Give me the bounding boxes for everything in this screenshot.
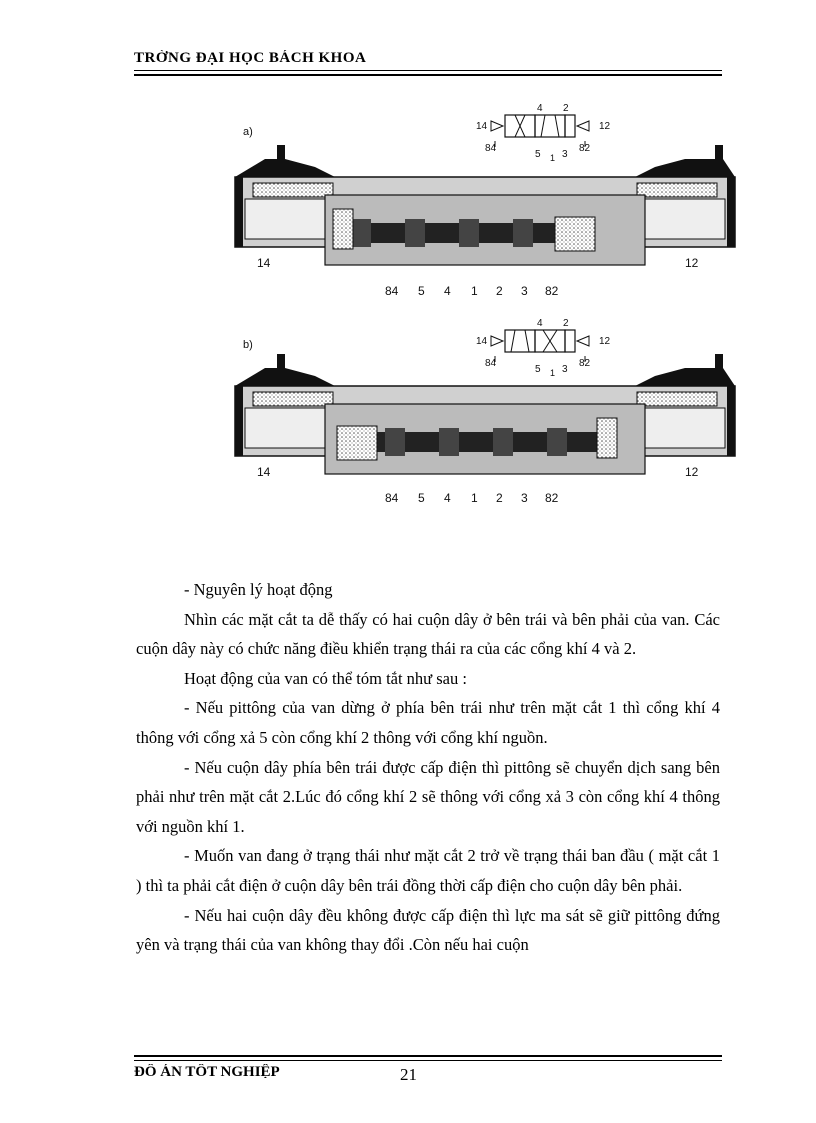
- panel-a-valve-symbol: [476, 103, 611, 163]
- svg-text:3: 3: [562, 149, 568, 160]
- svg-text:1: 1: [471, 284, 478, 298]
- running-header: TRỜNG ĐẠI HỌC BÁCH KHOA: [134, 50, 367, 66]
- panel-b-label: b): [243, 339, 253, 351]
- paragraph: - Muốn van đang ở trạng thái như mặt cắt 2 trở về trạng thái ban đầu ( mặt cắt 1 ) thì ta phải cắt điện ở cuộn dây bên trái đồng thời cấp điện cho cuộn dây bên phải.: [136, 846, 720, 895]
- header-rule-thick: [134, 74, 722, 76]
- svg-text:82: 82: [579, 143, 591, 154]
- svg-text:82: 82: [579, 358, 591, 369]
- paragraph: - Nếu pittông của van dừng ở phía bên trái như trên mặt cắt 1 thì cổng khí 4 thông với cổng xả 5 còn cổng khí 2 thông với cổng khí nguồn.: [136, 698, 720, 747]
- svg-text:2: 2: [496, 491, 503, 505]
- svg-text:84: 84: [385, 491, 399, 505]
- panel-a-port-14: 14: [257, 256, 271, 270]
- footer-rule-thick: [134, 1055, 722, 1057]
- panel-b-port-12: 12: [685, 465, 699, 479]
- paragraph: - Nếu hai cuộn dây đều không được cấp điện thì lực ma sát sẽ giữ pittông đứng yên và trạng thái của van không thay đổi .Còn nếu hai cuộn: [136, 905, 720, 955]
- panel-b: [235, 318, 735, 505]
- svg-text:2: 2: [563, 318, 569, 329]
- svg-text:12: 12: [599, 121, 611, 132]
- panel-a: [235, 103, 735, 298]
- svg-text:4: 4: [537, 318, 543, 329]
- svg-text:82: 82: [545, 491, 559, 505]
- svg-text:5: 5: [418, 491, 425, 505]
- panel-a-port-labels: [385, 284, 559, 298]
- svg-text:3: 3: [521, 491, 528, 505]
- paragraph: Hoạt động của van có thể tóm tắt như sau :: [184, 668, 467, 688]
- svg-text:3: 3: [521, 284, 528, 298]
- svg-text:14: 14: [476, 121, 488, 132]
- svg-text:4: 4: [444, 491, 451, 505]
- panel-a-port-12: 12: [685, 256, 699, 270]
- panel-b-port-14: 14: [257, 465, 271, 479]
- svg-text:12: 12: [599, 336, 611, 347]
- svg-text:2: 2: [563, 103, 569, 114]
- svg-text:84: 84: [385, 284, 399, 298]
- svg-text:2: 2: [496, 284, 503, 298]
- footer-rule-thin: [134, 1060, 722, 1061]
- panel-b-left-actuator: [235, 354, 335, 386]
- svg-text:5: 5: [535, 364, 541, 375]
- paragraph: - Nếu cuộn dây phía bên trái được cấp điện thì pittông sẽ chuyển dịch sang bên phải như trên mặt cắt 2.Lúc đó cổng khí 2 sẽ thông với cổng xả 3 còn cổng khí 4 thông với nguồn khí 1.: [136, 757, 720, 836]
- svg-text:84: 84: [485, 143, 497, 154]
- panel-b-valve-symbol: [476, 318, 611, 378]
- panel-a-left-actuator: [235, 145, 335, 177]
- body-text: [136, 575, 720, 960]
- valve-cross-section-figure: [225, 95, 770, 555]
- panel-b-right-actuator: [635, 354, 735, 386]
- svg-text:5: 5: [418, 284, 425, 298]
- svg-text:82: 82: [545, 284, 559, 298]
- svg-text:5: 5: [535, 149, 541, 160]
- page-number: 21: [400, 1065, 417, 1084]
- section-heading: - Nguyên lý hoạt động: [184, 580, 333, 599]
- svg-text:14: 14: [476, 336, 488, 347]
- panel-b-port-labels: [385, 491, 559, 505]
- running-footer: ĐỒ ÁN TỐT NGHIỆP: [134, 1064, 280, 1078]
- panel-a-label: a): [243, 126, 253, 138]
- svg-text:1: 1: [550, 368, 556, 378]
- svg-text:3: 3: [562, 364, 568, 375]
- svg-text:84: 84: [485, 358, 497, 369]
- svg-text:4: 4: [537, 103, 543, 114]
- paragraph: Nhìn các mặt cắt ta dễ thấy có hai cuộn dây ở bên trái và bên phải của van. Các cuộn dây này có chức năng điều khiển trạng thái ra của các cổng khí 4 và 2.: [136, 609, 720, 659]
- svg-text:1: 1: [471, 491, 478, 505]
- svg-text:1: 1: [550, 153, 556, 163]
- panel-a-right-actuator: [635, 145, 735, 177]
- svg-text:4: 4: [444, 284, 451, 298]
- valve-diagram: [225, 95, 770, 555]
- header-rule-thin: [134, 70, 722, 71]
